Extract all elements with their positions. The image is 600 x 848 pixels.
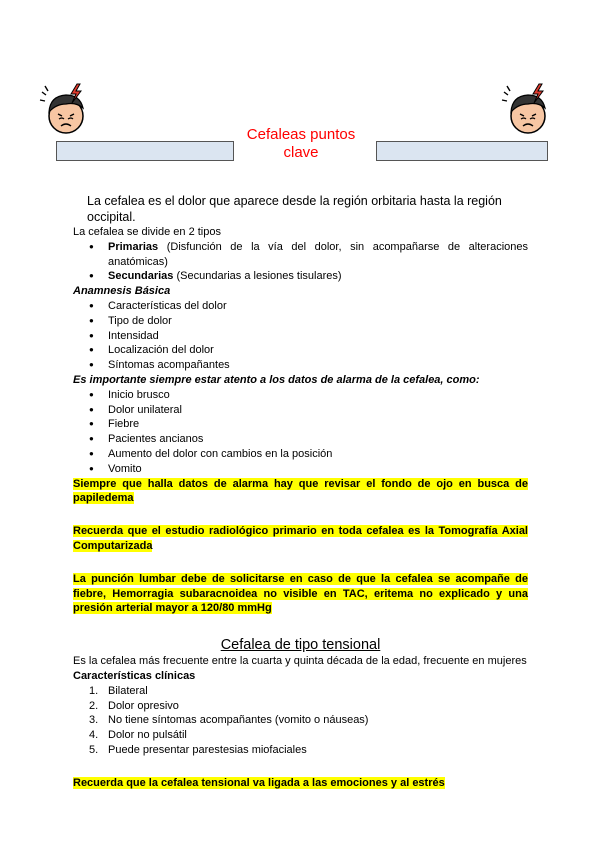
header-bar-right — [376, 141, 548, 161]
alarm-list — [73, 388, 528, 477]
list-item: ● Localización del dolor — [73, 343, 528, 358]
list-item: ● Vomito — [73, 462, 528, 477]
list-item: 3. No tiene síntomas acompañantes (vomito o náuseas) — [89, 714, 369, 727]
clinical-list — [73, 684, 528, 758]
alarm-heading: Es importante siempre estar atento a los datos de alarma de la cefalea, como: — [73, 373, 480, 386]
list-item: ● Secundarias (Secundarias a lesiones tisulares) — [73, 269, 528, 284]
section-title-tensional: Cefalea de tipo tensional — [220, 637, 381, 654]
anamnesis-heading: Anamnesis Básica — [73, 285, 171, 298]
document-body — [73, 193, 528, 791]
headache-face-icon — [38, 80, 94, 142]
list-item: 5. Puede presentar parestesias miofaciales — [89, 743, 307, 756]
highlight-tac: Recuerda que el estudio radiológico primario en toda cefalea es la Tomografía Axial Computarizada — [73, 525, 528, 552]
highlight-fondo-ojo: Siempre que halla datos de alarma hay que revisar el fondo de ojo en busca de papiledema — [73, 477, 528, 505]
list-item: ● Primarias (Disfunción de la vía del dolor, sin acompañarse de alteraciones anatómicas) — [73, 240, 528, 270]
list-item: 4. Dolor no pulsátil — [89, 729, 187, 742]
anamnesis-list — [73, 299, 528, 373]
list-item: ● Aumento del dolor con cambios en la posición — [73, 447, 528, 462]
list-item: ● Intensidad — [73, 329, 528, 344]
intro-definition: La cefalea es el dolor que aparece desde la región orbitaria hasta la región occipital. — [87, 194, 502, 224]
list-item: ● Características del dolor — [73, 299, 528, 314]
page-title: Cefaleas puntos clave — [246, 126, 356, 161]
list-item: ● Fiebre — [73, 417, 528, 432]
highlight-puncion-lumbar: La punción lumbar debe de solicitarse en caso de que la cefalea se acompañe de fiebre, Hemorragia subaracnoidea no visible en TAC, eritema no explicado y una presión arterial mayor a 120/80 mmHg — [73, 572, 528, 615]
list-item: 1. Bilateral — [89, 684, 148, 697]
header-bar-left — [56, 141, 234, 161]
headache-face-icon — [500, 80, 556, 142]
list-item: ● Síntomas acompañantes — [73, 358, 528, 373]
list-item: ● Dolor unilateral — [73, 403, 528, 418]
clinical-heading: Características clínicas — [73, 669, 196, 682]
list-item: ● Tipo de dolor — [73, 314, 528, 329]
intro-division: La cefalea se divide en 2 tipos — [73, 226, 221, 238]
types-list — [73, 240, 528, 284]
highlight-tensional-reminder: Recuerda que la cefalea tensional va ligada a las emociones y al estrés — [73, 776, 445, 789]
list-item: ● Inicio brusco — [73, 388, 528, 403]
tensional-description: Es la cefalea más frecuente entre la cuarta y quinta década de la edad, frecuente en mujeres — [73, 655, 527, 668]
list-item: 2. Dolor opresivo — [89, 699, 179, 712]
list-item: ● Pacientes ancianos — [73, 432, 528, 447]
